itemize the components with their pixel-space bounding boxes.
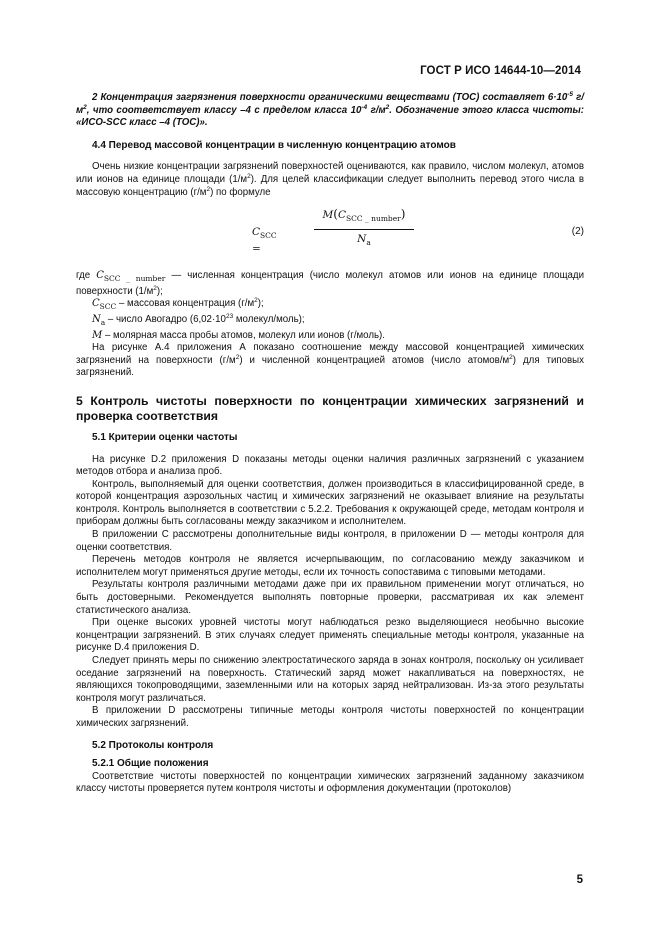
section-5-1-paragraph: В приложении D рассмотрены типичные методы контроля чистоты поверхностей по концентрации химических загрязнений. [76,705,584,729]
section-5-2-title: 5.2 Протоколы контроля [92,739,214,751]
formula-fraction [314,208,414,249]
annex-a4-paragraph: На рисунке А.4 приложения А показано соотношение между массовой концентрацией химических загрязнений на поверхности $(г/м^2)$ и численной концентрацией атомов (число атомов/$м^2$) для типовых загрязнений. [76,342,584,379]
section-5-2-1-title: 5.2.1 Общие положения [92,758,209,770]
section-4-4-title: 4.4 Перевод массовой концентрации в численную концентрацию атомов [92,139,456,151]
definition-molar-mass: M – молярная масса пробы атомов, молекул или ионов (г/моль). [92,329,385,341]
page-content [76,92,584,796]
section-4-4-paragraph: Очень низкие концентрации загрязнений поверхностей оцениваются, как правило, числом молекул, атомов или ионов на единице площади $(1/м^2)$. Для целей классификации следует выполнить перевод этого числа в массовую концентрацию $(г/м^2)$ по формуле [76,161,584,198]
section-5-1-title: 5.1 Критерии оценки частоты [92,431,238,443]
section-5-1-paragraph: Результаты контроля различными методами даже при их правильном применении могут отличаться, но быть достоверными. Рекомендуется выполнять повторные проверки, рассматривая их как элемент статистического анализа. [76,579,584,616]
section-5-1-body [76,454,584,731]
formula-number: (2) [571,226,584,238]
note-2: 2 Концентрация загрязнения поверхности органическими веществами (ТОС) составляет $6\cdot 10^{-5}$ $г/м^2$, что соответствует классу –4 с пределом класса $10^{-4}$ $г/м^2$. Обозначение этого класса чистоты: «ИСО-SCC класс –4 (ТОС)». [76,90,584,129]
section-5-2-1-paragraph: Соответствие чистоты поверхностей по концентрации химических загрязнений заданному заказчиком классу чистоты проверяется путем контроля чистоты и оформления документации (протоколов) [76,770,584,795]
definition-avogadro: $N_a$ – число Авогадро ($6,02\cdot 10^{23}$ молекул/моль); [92,312,305,327]
page-number: 5 [576,874,583,886]
formula-lhs: $C_{SCC}$ = [252,226,277,255]
formula-definitions [76,270,584,342]
document-code-header: ГОСТ Р ИСО 14644-10—2014 [420,65,581,77]
definition-numeric-concentration: где $C_{SCC \_ number}$ — численная концентрация (число молекул атомов или ионов на единице площади поверхности $(1/м^2)$; [76,270,584,297]
section-5-1-paragraph: При оценке высоких уровней чистоты могут наблюдаться резко выделяющиеся необычно высокие концентрации загрязнений. В этих случаях следует применять специальные методы контроля, указанные на рисунке D.4 приложения D. [76,617,584,654]
section-5-1-paragraph: Следует принять меры по снижению электростатического заряда в зонах контроля, поскольку он усиливает оседание загрязнений на поверхность. Статический заряд может накапливаться на поверхностях, не являющихся токопроводящими, заземленными или на которых заряд нейтрализован. Из-за этого результаты контроля могут различаться. [76,655,584,704]
section-5-title: 5 Контроль чистоты поверхности по концентрации химических загрязнений и проверка соответствия [76,393,584,423]
formula-2 [76,208,584,262]
section-5-1-paragraph: На рисунке D.2 приложения D показаны методы оценки наличия различных загрязнений с указанием методов отбора и анализа проб. [76,453,584,478]
section-5-1-paragraph: Контроль, выполняемый для оценки соответствия, должен производиться в классифицированной среде, в которой концентрация аэрозольных частиц и химических загрязнений не оказывает влияние на результаты контроля. Контроль выполняется в соответствии с 5.2.2. Требования к окружающей среде, методам контроля и приборам должны быть согласованы между заказчиком и исполнителем. [76,478,584,528]
section-5-1-paragraph: В приложении С рассмотрены дополнительные виды контроля, в приложении D — методы контроля для оценки соответствия. [76,529,584,553]
formula-denominator: $N_a$ [357,232,371,247]
definition-mass-concentration: $C_{SCC}$ – массовая концентрация $(г/м^2)$; [92,297,264,312]
formula-numerator: $M(C_{SCC \_ number})$ [314,208,414,230]
section-5-1-paragraph: Перечень методов контроля не является исчерпывающим, по согласованию между заказчиком и исполнителем могут применяться другие методы, если их точность сопоставима с типовыми методами. [76,554,584,578]
